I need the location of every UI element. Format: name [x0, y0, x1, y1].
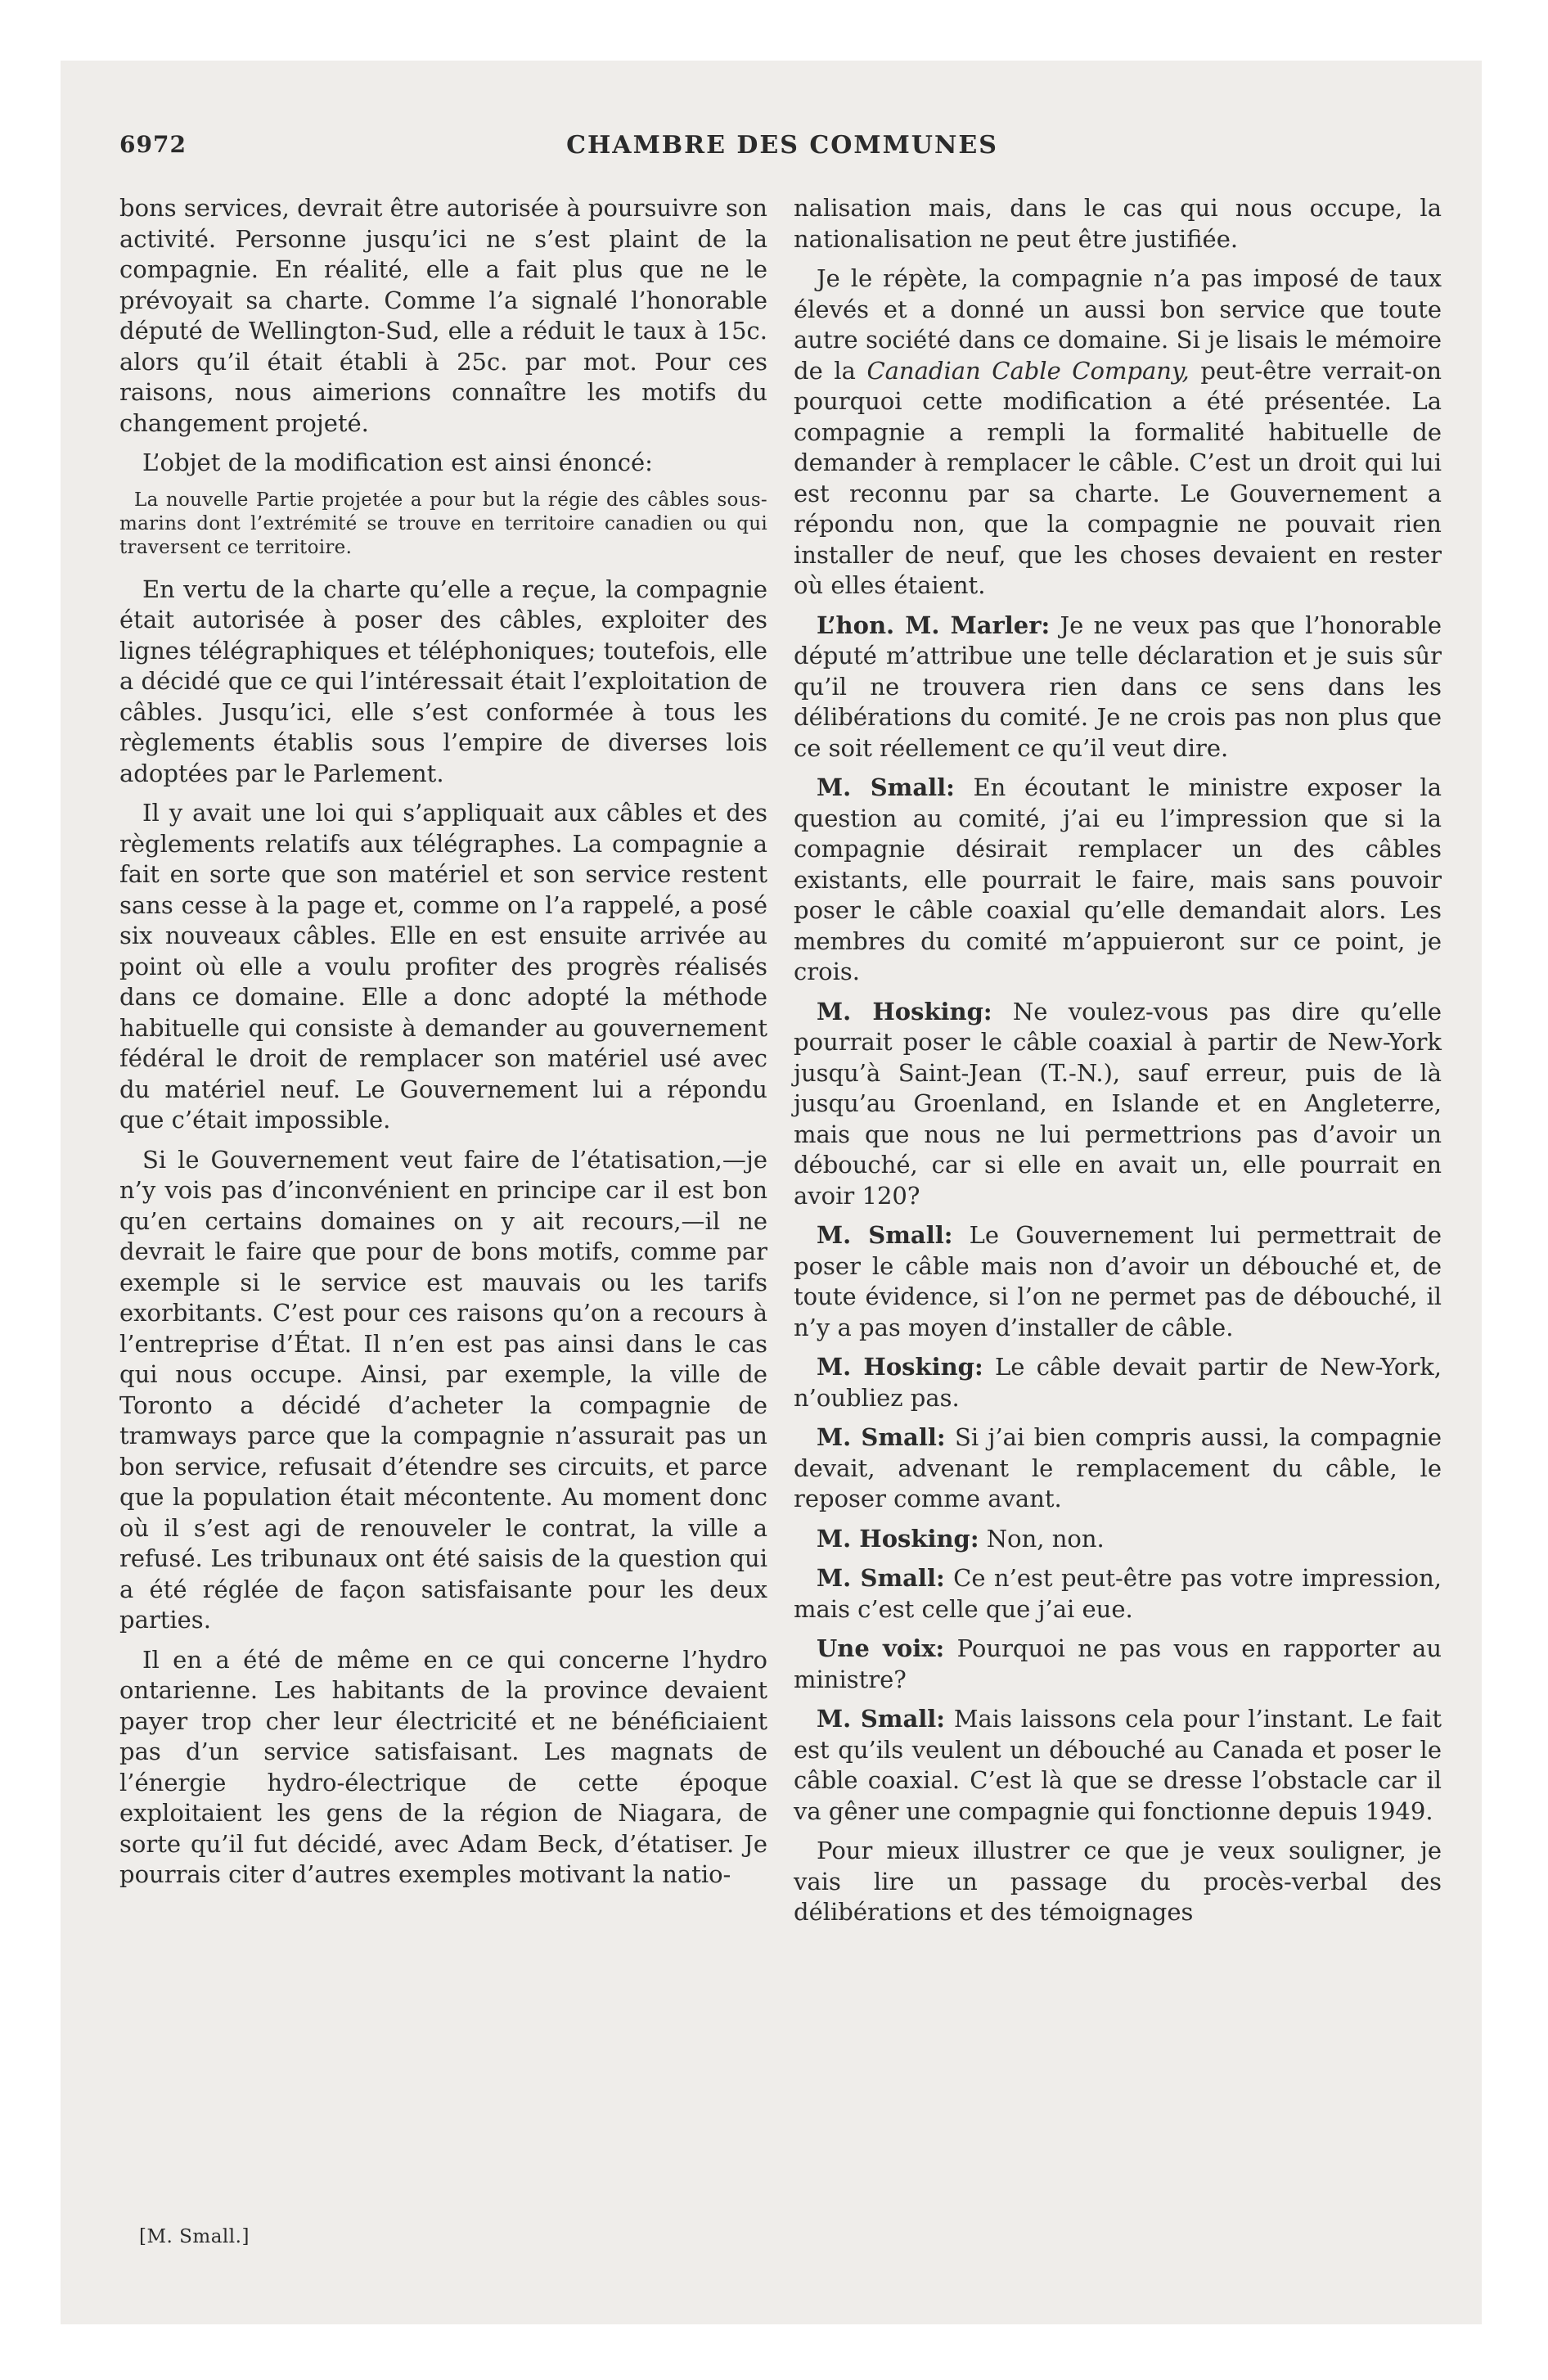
paragraph: bons services, devrait être autorisée à poursuivre son activité. Personne jusqu’ici ne s’est plaint de la compagnie. En réalité, elle a fait plus que ne le prévoyait sa charte. Comme l’a signalé l’honorable député de Wellington-Sud, elle a réduit le taux à 15c. alors qu’il était établi à 25c. par mot. Pour ces raisons, nous aimerions connaître les motifs du changement projeté.	[119, 194, 767, 437]
paragraph: En vertu de la charte qu’elle a reçue, la compagnie était autorisée à poser des câbles, exploiter des lignes télégraphiques et téléphoniques; toutefois, elle a décidé que ce qui l’intéressait était l’exploitation de câbles. Jusqu’ici, elle s’est conformée à tous les règlements établis sous l’empire de diverses lois adoptées par le Parlement.	[119, 575, 767, 787]
speaker-name: M. Small:	[817, 1221, 953, 1249]
right-column	[794, 193, 1442, 1937]
speaker-attribution: [M. Small.]	[139, 2226, 250, 2247]
speech-text: Ne voulez-vous pas dire qu’elle pourrait poser le câble coaxial à partir de New-York jusqu’à Saint-Jean (T.-N.), sauf erreur, puis de là jusqu’au Groenland, en Islande et en Angleterre, mais que nous ne lui permettrions pas d’avoir un débouché, car si elle en avait un, elle pourrait en avoir 120?	[794, 997, 1442, 1210]
paragraph: nalisation mais, dans le cas qui nous occupe, la nationalisation ne peut être justifiée.	[794, 194, 1442, 253]
page-header	[119, 131, 1437, 170]
speech	[794, 1704, 1442, 1827]
speaker-name: M. Hosking:	[817, 1353, 983, 1381]
paragraph	[794, 264, 1442, 602]
speaker-name: M. Small:	[817, 1705, 946, 1733]
speech	[794, 611, 1442, 764]
paragraph: Si le Gouvernement veut faire de l’étatisation,—je n’y vois pas d’inconvénient en principe car il est bon qu’en certains domaines on y ait recours,—il ne devrait le faire que pour de bons motifs, comme par exemple si le service est mauvais ou les tarifs exorbitants. C’est pour ces raisons qu’on a recours à l’entreprise d’État. Il n’en est pas ainsi dans le cas qui nous occupe. Ainsi, par exemple, la ville de Toronto a décidé d’acheter la compagnie de tramways parce que la compagnie n’assurait pas un bon service, refusait d’étendre ses circuits, et parce que la population était mécontente. Au moment donc où il s’est agi de renouveler le contrat, la ville a refusé. Les tribunaux ont été saisis de la question qui a été réglée de façon satisfaisante pour les deux parties.	[119, 1145, 767, 1634]
speech	[794, 1634, 1442, 1695]
paragraph: Il en a été de même en ce qui concerne l’hydro ontarienne. Les habitants de la province devaient payer trop cher leur électricité et ne bénéficiaient pas d’un service satisfaisant. Les magnats de l’énergie hydro-électrique de cette époque exploitaient les gens de la région de Niagara, de sorte qu’il fut décidé, avec Adam Beck, d’étatiser. Je pourrais citer d’autres exemples motivant la natio-	[119, 1645, 767, 1888]
block-quote: La nouvelle Partie projetée a pour but la régie des câbles sous-marins dont l’extrémité se trouve en territoire canadien ou qui traversent ce territoire.	[119, 489, 767, 558]
left-column	[119, 193, 767, 1900]
speech	[794, 997, 1442, 1212]
speech	[794, 1524, 1442, 1555]
paragraph-text: Je le répète, la compagnie n’a pas imposé de taux élevés et a donné un aussi bon service que toute autre société dans ce domaine. Si je lisais le mémoire de la	[794, 264, 1442, 385]
speech-text: Pourquoi ne pas vous en rapporter au ministre?	[794, 1634, 1442, 1693]
speaker-name: M. Small:	[817, 1423, 946, 1451]
paragraph-text: peut-être verrait-on pourquoi cette modification a été présentée. La compagnie a rempli la formalité habituelle de demander à remplacer le câble. C’est un droit qui lui est reconnu par sa charte. Le Gouvernement a répondu non, que la compagnie ne pouvait rien installer de neuf, que les choses devaient en rester où elles étaient.	[794, 356, 1442, 599]
speaker-name: M. Hosking:	[817, 1524, 979, 1553]
speaker-name: M. Small:	[817, 773, 955, 801]
speaker-name: Une voix:	[817, 1634, 945, 1662]
paragraph: Pour mieux illustrer ce que je veux souligner, je vais lire un passage du procès-verbal des délibérations et des témoignages	[794, 1837, 1442, 1926]
speech-text: Mais laissons cela pour l’instant. Le fait est qu’ils veulent un débouché au Canada et poser le câble coaxial. C’est là que se dresse l’obstacle car il va gêner une compagnie qui fonctionne depuis 1949.	[794, 1705, 1442, 1825]
running-title: CHAMBRE DES COMMUNES	[566, 131, 998, 160]
speech-text: Le câble devait partir de New-York, n’oubliez pas.	[794, 1353, 1442, 1412]
page-number: 6972	[119, 131, 187, 158]
speech	[794, 1352, 1442, 1413]
speech-text: Ce n’est peut-être pas votre impression, mais c’est celle que j’ai eue.	[794, 1564, 1442, 1623]
speech-text: Le Gouvernement lui permettrait de poser le câble mais non d’avoir un débouché et, de toute évidence, si l’on ne permet pas de débouché, il n’y a pas moyen d’installer de câble.	[794, 1221, 1442, 1341]
speech	[794, 1220, 1442, 1343]
speech-text: En écoutant le ministre exposer la question au comité, j’ai eu l’impression que si la compagnie désirait remplacer un des câbles existants, elle pourrait le faire, mais sans pouvoir poser le câble coaxial qu’elle demandait alors. Les membres du comité m’appuieront sur ce point, je crois.	[794, 773, 1442, 985]
speech-text: Je ne veux pas que l’honorable député m’attribue une telle déclaration et je suis sûr qu’il ne trouvera rien dans ce sens dans les délibérations du comité. Je ne crois pas non plus que ce soit réellement ce qu’il veut dire.	[794, 611, 1442, 762]
speech	[794, 773, 1442, 988]
speaker-name: M. Small:	[817, 1564, 945, 1592]
company-name: Canadian Cable Company,	[866, 356, 1190, 385]
speech-text: Non, non.	[986, 1524, 1105, 1553]
speech	[794, 1563, 1442, 1625]
speaker-name: M. Hosking:	[817, 997, 992, 1025]
paragraph: L’objet de la modification est ainsi énoncé:	[142, 449, 653, 476]
speech-text: Si j’ai bien compris aussi, la compagnie devait, advenant le remplacement du câble, le reposer comme avant.	[794, 1423, 1442, 1512]
speech	[794, 1422, 1442, 1515]
speaker-name: L’hon. M. Marler:	[817, 611, 1051, 639]
paragraph: Il y avait une loi qui s’appliquait aux câbles et des règlements relatifs aux télégraphes. La compagnie a fait en sorte que son matériel et son service restent sans cesse à la page et, comme on l’a rappelé, a posé six nouveaux câbles. Elle en est ensuite arrivée au point où elle a voulu profiter des progrès réalisés dans ce domaine. Elle a donc adopté la méthode habituelle qui consiste à demander au gouvernement fédéral le droit de remplacer son matériel usé avec du matériel neuf. Le Gouvernement lui a répondu que c’était impossible.	[119, 799, 767, 1134]
